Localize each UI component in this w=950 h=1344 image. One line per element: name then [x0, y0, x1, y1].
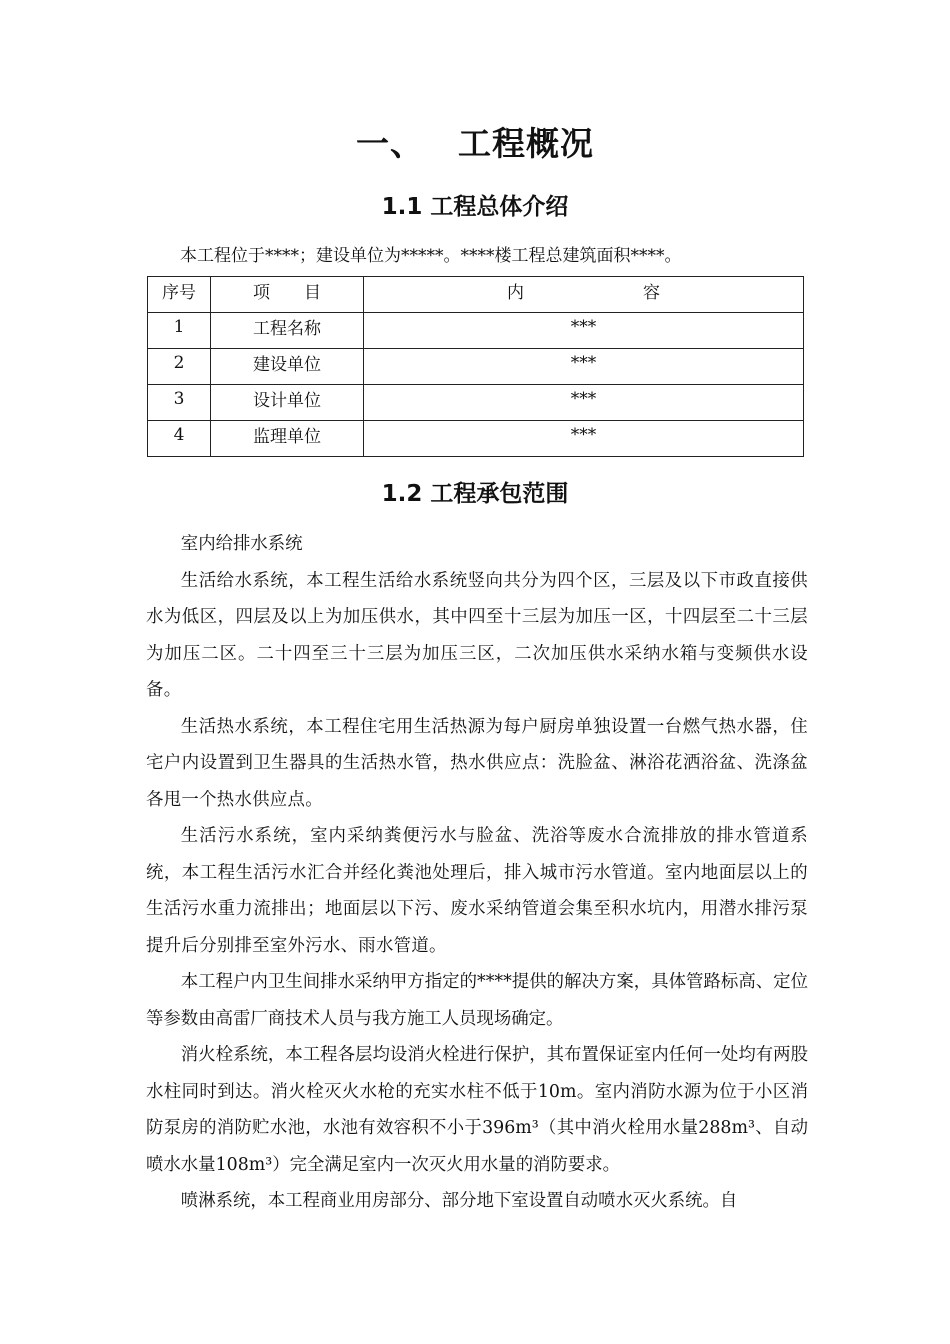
- table-row: [148, 313, 804, 349]
- paragraph-hot-water: 生活热水系统，本工程住宅用生活热源为每户厨房单独设置一台燃气热水器，住宅户内设置到卫生器具的生活热水管，热水供应点：洗脸盆、淋浴花洒浴盆、洗涤盆各甩一个热水供应点。: [146, 716, 808, 810]
- paragraph-fire-hydrant: 消火栓系统，本工程各层均设消火栓进行保护，其布置保证室内任何一处均有两股水柱同时到达。消火栓灭火水枪的充实水柱不低于10m。室内消防水源为位于小区消防泵房的消防贮水池，水池有效容积不小于396m³（其中消火栓用水量288m³、自动喷水水量108m³）完全满足室内一次灭火用水量的消防要求。: [146, 1045, 808, 1175]
- header-index: 序号: [148, 277, 211, 313]
- row-content: ***: [364, 421, 804, 457]
- scope-subheading: 室内给排水系统: [180, 534, 303, 554]
- row-content: ***: [364, 313, 804, 349]
- row-index: 3: [148, 385, 211, 421]
- row-index: 4: [148, 421, 211, 457]
- row-index: 1: [148, 313, 211, 349]
- row-item: 监理单位: [211, 421, 364, 457]
- table-row: [148, 421, 804, 457]
- table-row: [148, 349, 804, 385]
- project-info-table: [147, 276, 804, 457]
- row-content: ***: [364, 349, 804, 385]
- paragraph-sprinkler: 喷淋系统，本工程商业用房部分、部分地下室设置自动喷水灭火系统。自: [180, 1191, 738, 1211]
- section-title-1-2: 1.2 工程承包范围: [381, 481, 569, 507]
- section-title-1-1: 1.1 工程总体介绍: [381, 194, 569, 220]
- row-item: 工程名称: [211, 313, 364, 349]
- row-item: 建设单位: [211, 349, 364, 385]
- chapter-number: 一、: [356, 124, 424, 163]
- row-index: 2: [148, 349, 211, 385]
- row-item: 设计单位: [211, 385, 364, 421]
- table-header-row: [148, 277, 804, 313]
- header-item: 项 目: [211, 277, 364, 313]
- paragraph-sewage: 生活污水系统，室内采纳粪便污水与脸盆、洗浴等废水合流排放的排水管道系统，本工程生活污水汇合并经化粪池处理后，排入城市污水管道。室内地面层以上的生活污水重力流排出；地面层以下污、废水采纳管道会集至积水坑内，用潜水排污泵提升后分别排至室外污水、雨水管道。: [146, 826, 808, 956]
- chapter-title: 工程概况: [458, 124, 594, 163]
- scope-body: [146, 526, 808, 1220]
- row-content: ***: [364, 385, 804, 421]
- header-content: 内 容: [364, 277, 804, 313]
- paragraph-water-supply: 生活给水系统，本工程生活给水系统竖向共分为四个区，三层及以下市政直接供水为低区，四层及以上为加压供水，其中四至十三层为加压一区，十四层至二十三层为加压二区。二十四至三十三层为加压三区，二次加压供水采纳水箱与变频供水设备。: [146, 570, 808, 700]
- chapter-heading: [0, 118, 950, 165]
- paragraph-bathroom-drainage: 本工程户内卫生间排水采纳甲方指定的****提供的解决方案，具体管路标高、定位等参数由高雷厂商技术人员与我方施工人员现场确定。: [146, 972, 808, 1029]
- table-row: [148, 385, 804, 421]
- project-intro: 本工程位于****；建设单位为*****。****楼工程总建筑面积****。: [180, 246, 682, 266]
